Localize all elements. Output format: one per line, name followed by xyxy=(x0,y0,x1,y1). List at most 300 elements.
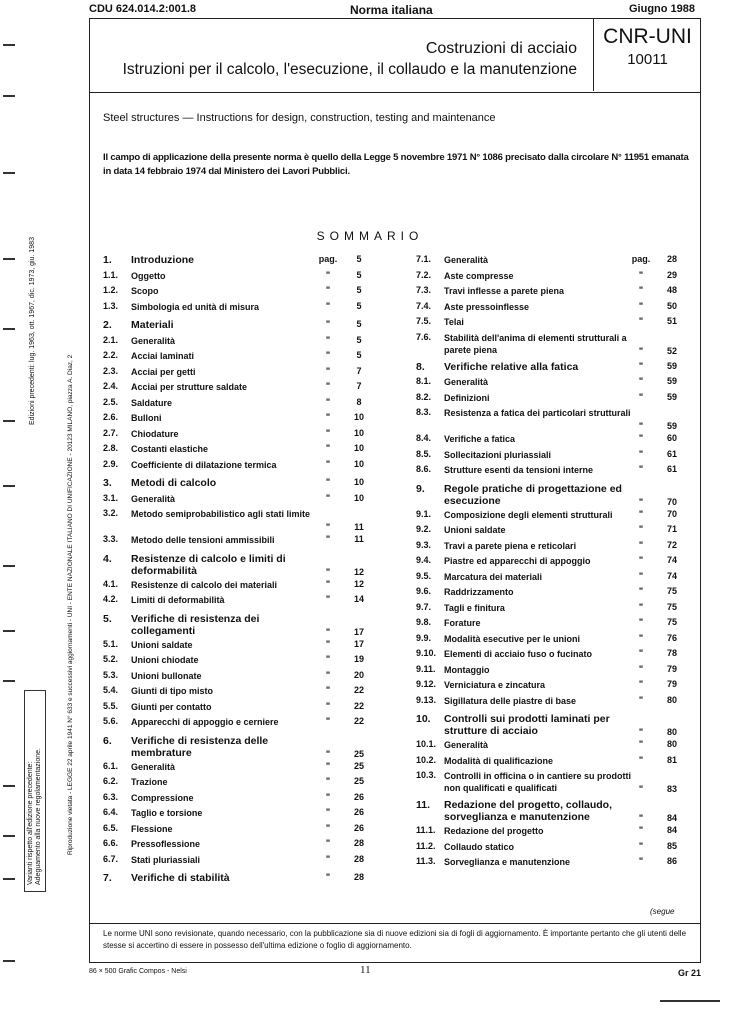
toc-page: 75 xyxy=(666,586,677,596)
toc-number: 9.9. xyxy=(416,632,432,643)
toc-page-prefix: " xyxy=(325,594,331,604)
toc-page-prefix: " xyxy=(638,754,644,765)
toc-page-prefix: " xyxy=(638,555,644,565)
toc-page-prefix: " xyxy=(638,448,644,459)
toc-entry xyxy=(416,254,680,271)
toc-page: 60 xyxy=(666,433,677,443)
toc-title: Sorveglianza e manutenzione xyxy=(444,857,571,867)
toc-page: 51 xyxy=(666,316,677,326)
toc-page-prefix: " xyxy=(325,638,331,649)
variants-box xyxy=(24,690,46,892)
toc-page-prefix: " xyxy=(638,433,644,443)
toc-page-prefix: " xyxy=(325,319,331,329)
toc-title: Marcatura dei materiali xyxy=(444,571,543,582)
toc-page-prefix: " xyxy=(638,813,644,823)
toc-entry xyxy=(103,350,367,367)
toc-entry xyxy=(103,639,367,656)
continued-note: (segue xyxy=(650,907,675,916)
toc-number: 9. xyxy=(416,482,425,495)
toc-entry xyxy=(416,633,680,650)
toc-number: 8.5. xyxy=(416,448,432,459)
toc-title: Forature xyxy=(444,618,481,628)
toc-entry xyxy=(416,407,680,431)
toc-page: 11 xyxy=(354,522,364,532)
toc-entry xyxy=(416,285,680,302)
margin-tick xyxy=(3,565,15,567)
toc-page-prefix: " xyxy=(638,825,644,835)
toc-page: 26 xyxy=(353,791,364,802)
toc-title: Taglio e torsione xyxy=(131,808,203,818)
toc-number: 7.1. xyxy=(416,254,432,264)
toc-entry xyxy=(416,825,680,842)
margin-tick xyxy=(3,328,15,330)
toc-page-prefix: " xyxy=(638,269,644,280)
printer-info: 86 × 500 Grafic Compos - Nelsi xyxy=(89,968,187,975)
toc-page: 83 xyxy=(666,784,677,794)
toc-entry xyxy=(103,477,367,494)
toc-entry xyxy=(103,685,367,702)
toc-title: Sigillatura delle piastre di base xyxy=(444,695,577,706)
toc-page-prefix: " xyxy=(638,586,644,596)
toc-title: Generalità xyxy=(131,493,176,504)
toc-entry xyxy=(416,664,680,681)
toc-page: 75 xyxy=(666,601,677,612)
toc-page-prefix: " xyxy=(325,269,331,280)
toc-title: Travi inflesse a parete piena xyxy=(444,286,565,296)
toc-title: Travi a parete piena e reticolari xyxy=(444,540,577,551)
toc-number: 6.6. xyxy=(103,838,119,848)
toc-entry xyxy=(103,428,367,445)
toc-number: 10.2. xyxy=(416,754,437,765)
toc-page-prefix: " xyxy=(638,632,644,643)
toc-page: 5 xyxy=(356,319,362,329)
toc-number: 10.3. xyxy=(416,770,437,780)
toc-number: 11.2. xyxy=(416,840,436,851)
corner-mark xyxy=(660,1000,720,1002)
toc-number: 2.8. xyxy=(103,443,119,453)
toc-page-prefix: " xyxy=(325,853,331,864)
toc-title: Giunti per contatto xyxy=(131,701,212,712)
toc-page-prefix: " xyxy=(325,396,331,407)
toc-title: Resistenze di calcolo dei materiali xyxy=(131,579,278,590)
toc-page-prefix: " xyxy=(325,477,331,487)
toc-page: 86 xyxy=(666,856,677,866)
toc-page-prefix: " xyxy=(325,760,331,771)
toc-title: Redazione del progetto, collaudo, sorveglianza e manutenzione xyxy=(444,799,613,823)
toc-number: 7.3. xyxy=(416,285,432,295)
toc-number: 8.2. xyxy=(416,391,432,402)
toc-page-prefix: " xyxy=(325,716,331,726)
toc-title: Generalità xyxy=(444,255,489,265)
toc-page-prefix: " xyxy=(638,285,644,295)
toc-page-prefix: " xyxy=(325,776,331,786)
toc-title: Verifiche di stabilità xyxy=(131,872,230,884)
toc-title: Scopo xyxy=(131,286,159,296)
toc-number: 3.1. xyxy=(103,492,119,503)
toc-entry xyxy=(103,579,367,596)
toc-entry xyxy=(416,739,680,756)
toc-entry xyxy=(416,524,680,541)
toc-title: Stabilità dell'anima di elementi strutturali a parete piena xyxy=(444,332,627,355)
margin-tick xyxy=(3,785,15,787)
toc-entry xyxy=(416,270,680,287)
toc-page: 59 xyxy=(666,360,677,371)
toc-number: 7.4. xyxy=(416,300,432,311)
toc-title: Introduzione xyxy=(131,254,194,266)
toc-number: 5.6. xyxy=(103,716,119,726)
toc-page-prefix: " xyxy=(638,376,644,386)
toc-page: 72 xyxy=(666,539,677,550)
toc-number: 5.2. xyxy=(103,654,119,664)
footer-text: Le norme UNI sono revisionate, quando necessario, con la pubblicazione sia di nuove edizioni sia di fogli di aggiornamento. È importante pertanto che gli utenti delle stesse si accertino di essere in possesso dell'ultima edizione o foglio di aggiornamento. xyxy=(103,929,687,950)
toc-title: Materiali xyxy=(131,319,174,331)
toc-page: 70 xyxy=(666,496,677,507)
toc-title: Flessione xyxy=(131,823,173,834)
toc-title: Stati pluriassiali xyxy=(131,854,201,865)
toc-page-prefix: " xyxy=(638,391,644,402)
margin-tick xyxy=(3,878,15,880)
toc-title: Raddrizzamento xyxy=(444,587,514,597)
toc-page: 11 xyxy=(354,534,364,544)
toc-entry xyxy=(416,602,680,619)
toc-number: 4.2. xyxy=(103,594,119,604)
toc-number: 9.6. xyxy=(416,586,432,596)
toc-title: Collaudo statico xyxy=(444,841,515,852)
toc-title: Modalità esecutive per le unioni xyxy=(444,633,581,644)
toc-page-prefix: pag. xyxy=(318,254,338,264)
toc-title: Modalità di qualificazione xyxy=(444,755,554,766)
toc-page-prefix: " xyxy=(325,700,331,711)
toc-title: Unioni chiodate xyxy=(131,655,199,665)
toc-page: 10 xyxy=(353,477,364,487)
toc-title: Unioni saldate xyxy=(131,639,193,650)
toc-number: 9.5. xyxy=(416,570,432,581)
toc-number: 11.3. xyxy=(416,856,436,866)
page-number: 11 xyxy=(360,964,371,976)
toc-entry xyxy=(103,552,367,577)
toc-number: 4. xyxy=(103,552,112,565)
toc-title: Chiodature xyxy=(131,428,179,439)
toc-title: Elementi di acciaio fuso o fucinato xyxy=(444,649,593,659)
toc-page-prefix: " xyxy=(325,522,331,532)
toc-page-prefix: pag. xyxy=(631,254,651,264)
toc-title: Controlli in officina o in cantiere su prodotti non qualificati e qualificati xyxy=(444,771,632,793)
margin-tick xyxy=(3,44,15,46)
toc-entry xyxy=(416,571,680,588)
toc-title: Piastre ed apparecchi di appoggio xyxy=(444,556,591,566)
toc-title: Metodo delle tensioni ammissibili xyxy=(131,535,275,545)
toc-page: 75 xyxy=(666,617,677,627)
toc-entry xyxy=(416,301,680,318)
toc-entry xyxy=(416,799,680,823)
toc-title: Verifiche di resistenza dei collegamenti xyxy=(131,612,260,637)
toc-page-prefix: " xyxy=(325,492,331,503)
margin-tick xyxy=(3,485,15,487)
toc-page: 79 xyxy=(666,663,677,674)
toc-number: 9.4. xyxy=(416,555,432,565)
toc-page: 5 xyxy=(356,300,362,311)
toc-title: Coefficiente di dilatazione termica xyxy=(131,459,277,470)
toc-entry xyxy=(103,459,367,476)
toc-title: Unioni saldate xyxy=(444,525,506,535)
toc-title: Composizione degli elementi strutturali xyxy=(444,509,613,520)
toc-entry xyxy=(103,319,367,336)
toc-number: 8.4. xyxy=(416,433,432,443)
toc-title: Simbologia ed unità di misura xyxy=(131,301,260,312)
margin-tick xyxy=(3,95,15,97)
toc-page-prefix: " xyxy=(325,578,331,589)
toc-page-prefix: " xyxy=(638,316,644,326)
toc-page: 50 xyxy=(666,300,677,311)
toc-page: 25 xyxy=(353,760,364,771)
toc-page: 81 xyxy=(666,754,677,765)
toc-title: Verifiche a fatica xyxy=(444,434,516,444)
toc-page: 10 xyxy=(353,412,364,422)
toc-entry xyxy=(103,285,367,302)
toc-page-prefix: " xyxy=(638,617,644,627)
toc-page: 28 xyxy=(353,872,364,882)
toc-number: 7.6. xyxy=(416,331,432,342)
toc-page: 85 xyxy=(666,840,677,851)
toc-page-prefix: " xyxy=(325,350,331,360)
toc-number: 2.4. xyxy=(103,381,119,391)
toc-page: 70 xyxy=(666,508,677,519)
toc-page: 25 xyxy=(353,776,364,786)
toc-title: Generalità xyxy=(444,377,489,387)
toc-title: Verifiche relative alla fatica xyxy=(444,360,579,373)
toc-page: 10 xyxy=(353,458,364,469)
toc-page: 22 xyxy=(353,685,364,695)
toc-entry xyxy=(416,617,680,634)
toc-page: 74 xyxy=(666,570,677,581)
toc-entry xyxy=(416,856,680,873)
toc-page: 28 xyxy=(353,838,364,848)
toc-number: 5.4. xyxy=(103,685,119,695)
toc-number: 9.12. xyxy=(416,679,437,689)
toc-page: 78 xyxy=(666,648,677,658)
toc-page-prefix: " xyxy=(325,285,331,295)
toc-entry xyxy=(416,648,680,665)
toc-number: 1. xyxy=(103,254,112,266)
norma-label: Norma italiana xyxy=(350,3,433,17)
toc-page: 12 xyxy=(353,578,364,589)
toc-title: Controlli sui prodotti laminati per strutture di acciaio xyxy=(444,713,610,737)
toc-title: Limiti di deformabilità xyxy=(131,595,225,605)
toc-page: 26 xyxy=(353,822,364,833)
toc-number: 9.13. xyxy=(416,694,437,705)
toc-entry xyxy=(103,776,367,793)
toc-number: 2.3. xyxy=(103,365,119,376)
toc-entry xyxy=(416,755,680,772)
toc-entry xyxy=(416,586,680,603)
toc-title: Trazione xyxy=(131,777,168,787)
toc-title: Resistenza a fatica dei particolari strutturali xyxy=(444,408,631,418)
toc-title: Redazione del progetto xyxy=(444,826,544,836)
toc-page-prefix: " xyxy=(638,694,644,705)
toc-page-prefix: " xyxy=(325,838,331,848)
toc-entry xyxy=(103,872,367,889)
margin-tick xyxy=(3,258,15,260)
toc-number: 9.2. xyxy=(416,524,432,534)
toc-title: Generalità xyxy=(444,740,489,750)
toc-entry xyxy=(103,807,367,824)
toc-number: 9.8. xyxy=(416,617,432,627)
toc-number: 5.3. xyxy=(103,669,119,680)
toc-number: 9.7. xyxy=(416,601,432,612)
toc-title: Resistenze di calcolo e limiti di deformabilità xyxy=(131,552,286,577)
toc-page: 25 xyxy=(353,748,364,759)
toc-title: Apparecchi di appoggio e cerniere xyxy=(131,717,279,727)
toc-entry xyxy=(103,366,367,383)
toc-number: 2.1. xyxy=(103,334,119,345)
toc-title: Generalità xyxy=(131,761,176,772)
toc-page-prefix: " xyxy=(638,464,644,474)
toc-page-prefix: " xyxy=(638,648,644,658)
variants-detail: Adeguamento alla nuove regolamentazione. xyxy=(35,748,42,885)
toc-page: 5 xyxy=(356,254,362,264)
toc-page: 5 xyxy=(356,269,362,280)
toc-page: 84 xyxy=(666,825,677,835)
toc-page-prefix: " xyxy=(325,534,331,544)
toc-page: 71 xyxy=(666,524,677,534)
toc-page: 80 xyxy=(666,727,677,737)
toc-entry xyxy=(416,392,680,409)
margin-tick xyxy=(3,172,15,174)
toc-number: 2.9. xyxy=(103,458,119,469)
toc-page-prefix: " xyxy=(325,458,331,469)
toc-page: 20 xyxy=(353,669,364,680)
toc-entry xyxy=(103,823,367,840)
toc-title: Definizioni xyxy=(444,392,490,403)
toc-page: 59 xyxy=(666,391,677,402)
toc-entry xyxy=(103,838,367,855)
toc-number: 8.3. xyxy=(416,407,432,417)
toc-page: 19 xyxy=(353,654,364,664)
toc-title: Strutture esenti da tensioni interne xyxy=(444,465,594,475)
toc-number: 6.3. xyxy=(103,791,119,802)
toc-page-prefix: " xyxy=(638,856,644,866)
toc-title: Telai xyxy=(444,317,464,327)
toc-page-prefix: " xyxy=(638,679,644,689)
toc-page: 5 xyxy=(356,350,362,360)
toc-entry xyxy=(416,770,680,794)
date: Giugno 1988 xyxy=(629,3,696,15)
toc-page-prefix: " xyxy=(325,685,331,695)
toc-page-prefix: " xyxy=(638,496,644,507)
toc-entry xyxy=(103,254,367,271)
toc-entry xyxy=(103,381,367,398)
toc-entry xyxy=(103,534,367,551)
toc-entry xyxy=(416,433,680,450)
title-sub: Istruzioni per il calcolo, l'esecuzione, il collaudo e la manutenzione xyxy=(122,61,577,78)
toc-page: 10 xyxy=(353,443,364,453)
standard-number: 10011 xyxy=(627,51,668,68)
title-main: Costruzioni di acciaio xyxy=(425,40,577,57)
toc-entry xyxy=(416,713,680,737)
toc-entry xyxy=(103,335,367,352)
toc-page-prefix: " xyxy=(638,539,644,550)
toc-page: 52 xyxy=(666,345,677,356)
toc-number: 7.5. xyxy=(416,316,432,326)
toc-page-prefix: " xyxy=(325,427,331,438)
toc-page-prefix: " xyxy=(325,807,331,817)
toc-page-prefix: " xyxy=(325,626,331,637)
toc-page: 7 xyxy=(356,381,362,391)
toc-number: 5. xyxy=(103,612,112,625)
toc-page: 28 xyxy=(353,853,364,864)
toc-entry xyxy=(103,508,367,532)
toc-entry xyxy=(103,443,367,460)
toc-page-prefix: " xyxy=(638,727,644,737)
toc-page: 48 xyxy=(666,285,677,295)
toc-page: 80 xyxy=(666,694,677,705)
toc-entry xyxy=(103,301,367,318)
toc-page-prefix: " xyxy=(325,791,331,802)
toc-entry xyxy=(416,695,680,712)
toc-title: Bulloni xyxy=(131,413,162,423)
toc-number: 10. xyxy=(416,713,431,725)
toc-entry xyxy=(416,841,680,858)
toc-entry xyxy=(416,464,680,481)
toc-title: Aste pressoinflesse xyxy=(444,301,530,312)
margin-tick xyxy=(3,680,15,682)
toc-title: Verifiche di resistenza delle membrature xyxy=(131,734,269,759)
footer-note xyxy=(89,923,701,963)
toc-number: 6.7. xyxy=(103,853,119,864)
toc-page-prefix: " xyxy=(325,412,331,422)
toc-title: Acciai per getti xyxy=(131,366,196,377)
margin-tick xyxy=(3,960,15,962)
toc-title: Montaggio xyxy=(444,664,490,675)
toc-number: 2.5. xyxy=(103,396,119,407)
toc-title: Verniciatura e zincatura xyxy=(444,680,546,690)
margin-tick xyxy=(3,630,15,632)
toc-page-prefix: " xyxy=(638,663,644,674)
toc-page: 79 xyxy=(666,679,677,689)
toc-number: 11. xyxy=(416,799,431,811)
margin-tick xyxy=(3,420,15,422)
toc-page-prefix: " xyxy=(325,300,331,311)
margin-tick xyxy=(3,835,15,837)
toc-page: 5 xyxy=(356,285,362,295)
toc-entry xyxy=(103,761,367,778)
toc-entry xyxy=(103,493,367,510)
toc-number: 7.2. xyxy=(416,269,432,280)
toc-page-prefix: " xyxy=(638,570,644,581)
toc-title: Sollecitazioni pluriassiali xyxy=(444,449,552,460)
toc-entry xyxy=(103,594,367,611)
toc-page: 80 xyxy=(666,739,677,749)
toc-page: 7 xyxy=(356,365,362,376)
toc-number: 9.10. xyxy=(416,648,437,658)
toc-number: 6.5. xyxy=(103,822,119,833)
toc-title: Generalità xyxy=(131,335,176,346)
toc-entry xyxy=(416,679,680,696)
toc-page-prefix: " xyxy=(325,654,331,664)
toc-page-prefix: " xyxy=(325,365,331,376)
toc-number: 6.4. xyxy=(103,807,119,817)
toc-number: 9.3. xyxy=(416,539,432,550)
toc-page: 61 xyxy=(666,464,677,474)
toc-number: 11.1. xyxy=(416,825,436,835)
toc-title: Acciai per strutture saldate xyxy=(131,382,248,392)
toc-number: 10.1. xyxy=(416,739,437,749)
toc-title: Acciai laminati xyxy=(131,351,195,361)
toc-title: Regole pratiche di progettazione ed esecuzione xyxy=(444,482,622,507)
toc-page-prefix: " xyxy=(638,840,644,851)
toc-page: 26 xyxy=(353,807,364,817)
toc-page: 74 xyxy=(666,555,677,565)
